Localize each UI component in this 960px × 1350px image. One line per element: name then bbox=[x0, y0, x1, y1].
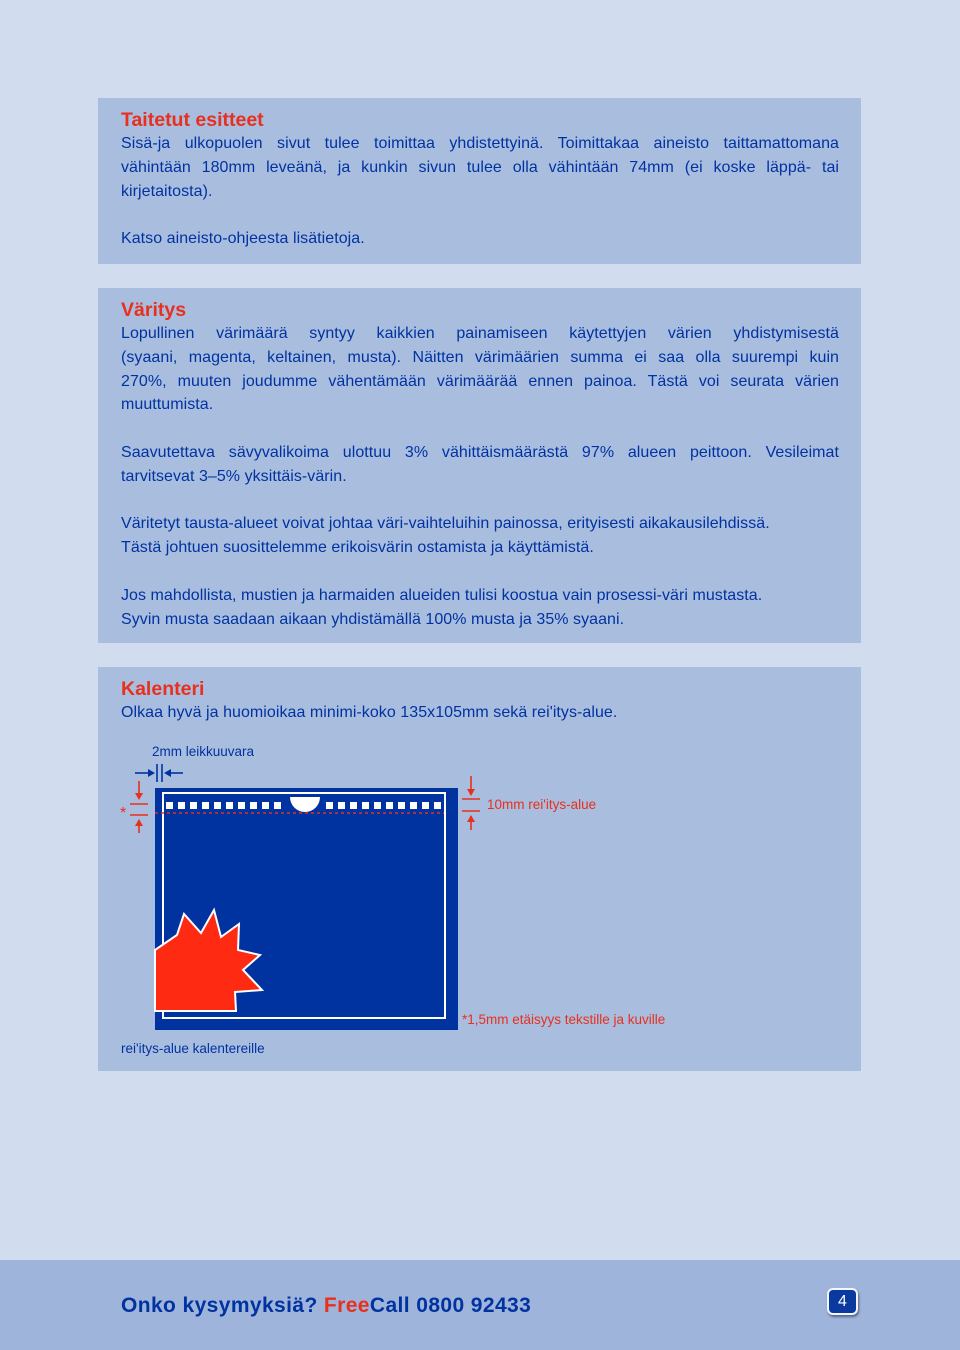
folded-brochures-section bbox=[98, 98, 861, 264]
folded-text-line-3: kirjetaitosta). bbox=[121, 182, 213, 200]
punch-area-label: 10mm rei'itys-alue bbox=[487, 797, 597, 812]
footer bbox=[0, 1260, 960, 1350]
coloring-p1-line-1: Lopullinen värimäärä syntyy kaikkien painamiseen käytettyjen värien yhdistymisestä bbox=[121, 325, 839, 342]
footer-phone[interactable]: Call 0800 92433 bbox=[369, 1294, 532, 1317]
coloring-p4-line-2: Syvin musta saadaan aikaan yhdistämällä 100% musta ja 35% syaani. bbox=[121, 610, 625, 628]
calendar-section bbox=[98, 667, 861, 1071]
coloring-p1-line-4: muuttumista. bbox=[121, 396, 214, 414]
folded-text-line-2: vähintään 180mm leveänä, ja kunkin sivun tulee olla vähintään 74mm (ei koske läppä- tai bbox=[121, 158, 839, 176]
folded-brochures-heading: Taitetut esitteet bbox=[121, 109, 264, 131]
footer-question: Onko kysymyksiä? bbox=[121, 1294, 318, 1317]
folded-text-line-1: Sisä-ja ulkopuolen sivut tulee toimittaa yhdistettyinä. Toimittakaa aineisto taittamattomana bbox=[121, 135, 839, 152]
left-distance-marker bbox=[130, 781, 148, 833]
coloring-p2-line-1: Saavutettava sävyvalikoima ulottuu 3% vähittäismäärästä 97% alueen peittoon. Vesileimat bbox=[121, 443, 839, 461]
right-punch-marker bbox=[462, 776, 480, 830]
calendar-text: Olkaa hyvä ja huomioikaa minimi-koko 135x105mm sekä rei'itys-alue. bbox=[121, 704, 618, 721]
coloring-p2-line-2: tarvitsevat 3–5% yksittäis-värin. bbox=[121, 467, 347, 485]
asterisk-label: * bbox=[120, 805, 127, 822]
trim-margin-label: 2mm leikkuuvara bbox=[152, 744, 255, 759]
distance-label: *1,5mm etäisyys tekstille ja kuville bbox=[462, 1012, 666, 1027]
coloring-p3-line-2: Tästä johtuen suosittelemme erikoisvärin ostamista ja käyttämistä. bbox=[121, 539, 594, 557]
footer-contact bbox=[121, 1294, 531, 1318]
coloring-section bbox=[98, 288, 861, 643]
coloring-heading: Väritys bbox=[121, 299, 187, 321]
trim-margin-marker bbox=[135, 764, 183, 782]
coloring-p1-line-2: (syaani, magenta, keltainen, musta). Näitten värimäärien summa ei saa olla suurempi kuin bbox=[121, 348, 839, 366]
coloring-p4-line-1: Jos mahdollista, mustien ja harmaiden alueiden tulisi koostua vain prosessi-väri mustasta. bbox=[121, 586, 763, 604]
calendar-heading: Kalenteri bbox=[121, 678, 205, 700]
footer-free: Free bbox=[323, 1294, 370, 1317]
coloring-p1-line-3: 270%, muuten joudumme vähentämään värimäärää ennen painoa. Tästä voi seurata värien bbox=[121, 372, 839, 390]
folded-more-info: Katso aineisto-ohjeesta lisätietoja. bbox=[121, 230, 365, 248]
page-number-badge: 4 bbox=[827, 1288, 858, 1315]
punch-area-calendars-label: rei'itys-alue kalentereille bbox=[121, 1041, 265, 1056]
calendar-diagram bbox=[98, 667, 861, 1071]
coloring-p3-line-1: Väritetyt tausta-alueet voivat johtaa väri-vaihteluihin painossa, erityisesti aikakausilehdissä. bbox=[121, 515, 770, 533]
